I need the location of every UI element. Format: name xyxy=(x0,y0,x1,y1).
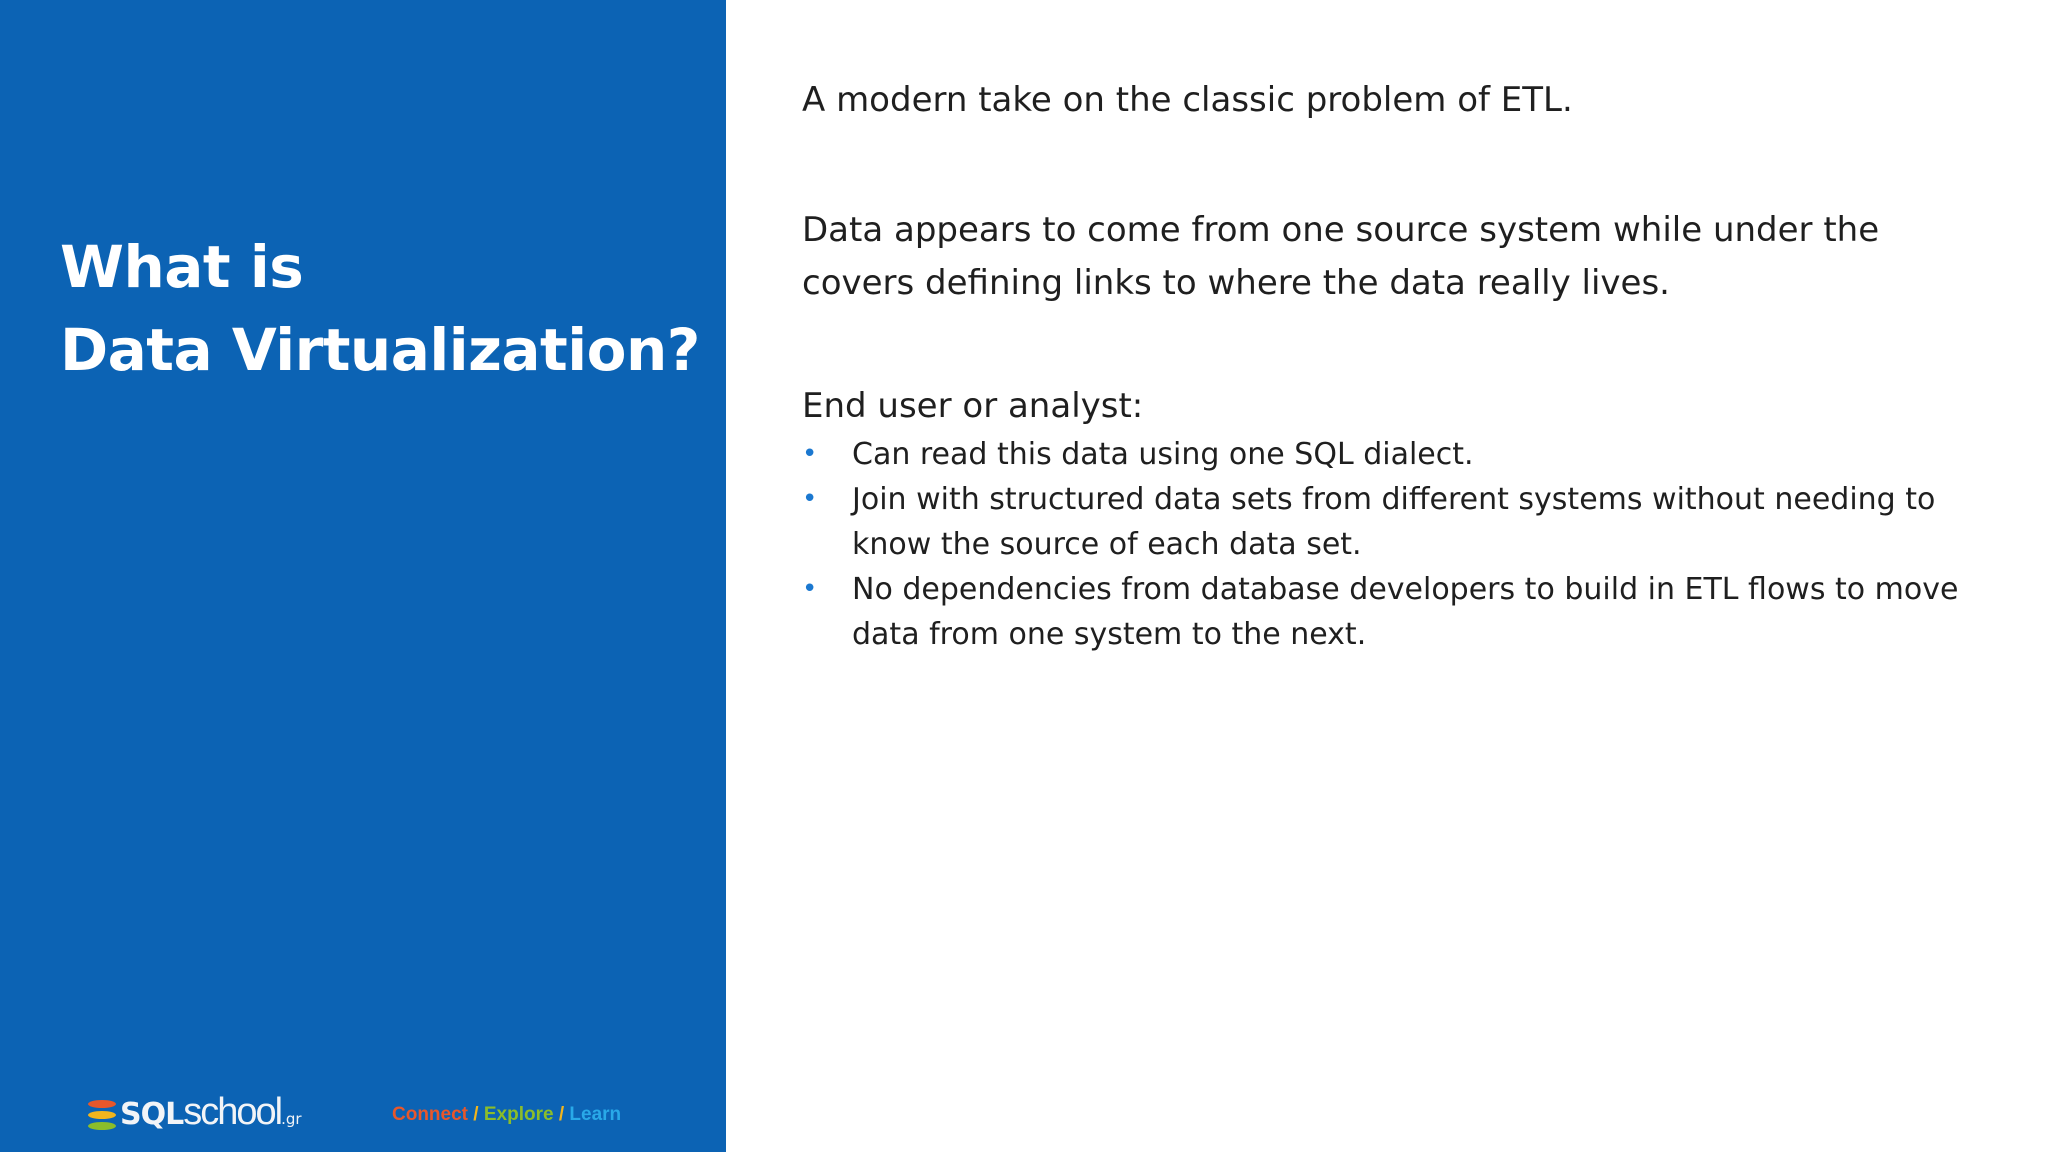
bullet-dot-icon: • xyxy=(802,484,818,514)
footer xyxy=(88,1092,648,1138)
tagline-connect: Connect xyxy=(392,1104,468,1125)
logo-part-light: school xyxy=(183,1090,282,1133)
bullet-list xyxy=(802,432,1982,657)
database-stack-icon xyxy=(88,1100,116,1130)
list-item xyxy=(802,477,1982,567)
tagline xyxy=(392,1102,621,1128)
list-item xyxy=(802,432,1982,477)
slide-title-line-1: What is xyxy=(60,233,304,301)
list-item xyxy=(802,567,1982,657)
audience-heading: End user or analyst: xyxy=(802,386,1144,426)
title-panel xyxy=(0,0,726,1152)
tagline-explore: Explore xyxy=(483,1104,554,1125)
bullet-dot-icon: • xyxy=(802,439,818,469)
tagline-separator-1: / xyxy=(468,1104,484,1125)
bullet-text-line: data from one system to the next. xyxy=(852,617,1367,652)
slide-title xyxy=(60,226,700,392)
bullet-dot-icon: • xyxy=(802,574,818,604)
bullet-text-line: know the source of each data set. xyxy=(852,527,1362,562)
logo-wordmark xyxy=(120,1089,302,1142)
logo-suffix: .gr xyxy=(281,1109,302,1128)
tagline-separator-2: / xyxy=(553,1104,570,1125)
intro-text: A modern take on the classic problem of ETL. xyxy=(802,80,1573,120)
bullet-text-line: No dependencies from database developers to build in ETL flows to move xyxy=(852,572,1959,607)
logo-part-bold: SQL xyxy=(120,1096,184,1132)
tagline-learn: Learn xyxy=(569,1104,622,1125)
description-line-1: Data appears to come from one source system while under the xyxy=(802,210,1880,250)
bullet-text-line: Can read this data using one SQL dialect. xyxy=(852,437,1474,472)
bullet-text-line: Join with structured data sets from different systems without needing to xyxy=(852,482,1936,517)
slide-title-line-2: Data Virtualization? xyxy=(60,316,700,384)
sqlschool-logo xyxy=(88,1092,302,1138)
description-line-2: covers defining links to where the data really lives. xyxy=(802,263,1670,303)
